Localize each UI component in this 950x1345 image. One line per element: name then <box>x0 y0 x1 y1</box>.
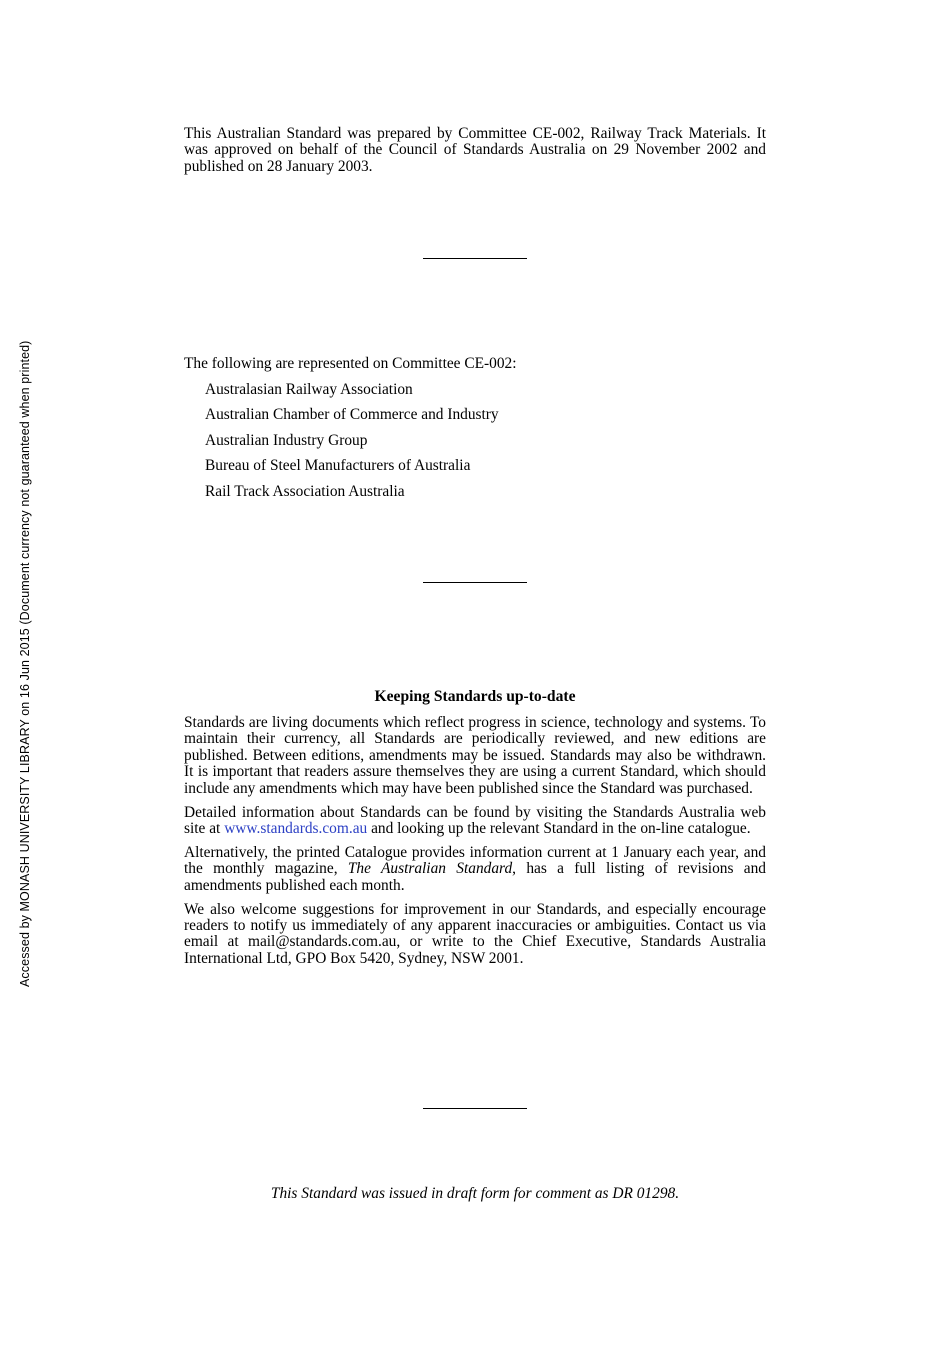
paragraph-3-text-after: , has a full listing of revisions and amendments published each month. <box>184 860 767 894</box>
list-item: Australasian Railway Association <box>205 380 413 398</box>
divider-rule-1 <box>423 258 527 259</box>
paragraph-2-text-before: Detailed information about Standards can be found by visiting the Standards Australia web site at <box>184 803 766 837</box>
list-item: Australian Industry Group <box>205 431 368 449</box>
standards-website-link[interactable]: www.standards.com.au <box>224 819 368 837</box>
committee-lead-in: The following are represented on Committee CE-002: <box>184 355 517 372</box>
list-item: Bureau of Steel Manufacturers of Australia <box>205 457 471 474</box>
paragraph-3-text-before: Alternatively, the printed Catalogue provides information current at 1 January each year, and the monthly magazine, <box>184 843 766 878</box>
keeping-standards-title: Keeping Standards up-to-date <box>374 688 576 705</box>
list-item: Australian Chamber of Commerce and Industry <box>205 406 499 423</box>
page-content <box>184 0 766 1345</box>
divider-rule-3 <box>423 1108 527 1109</box>
keeping-standards-paragraph-4: We also welcome suggestions for improvement in our Standards, and especially encourage readers to notify us immediately of any apparent inaccuracies or ambiguities. Contact us via email at mail@standards.com.au, or write to the Chief Executive, Standards Australia International Ltd, GPO Box 5420, Sydney, NSW 2001. <box>184 900 766 967</box>
intro-paragraph: This Australian Standard was prepared by Committee CE-002, Railway Track Materials. It was approved on behalf of the Council of Standards Australia on 29 November 2002 and published on 28 January 2003. <box>184 125 766 175</box>
side-access-stamp-text: Accessed by MONASH UNIVERSITY LIBRARY on 16 Jun 2015 (Document currency not guaranteed when printed) <box>18 340 32 987</box>
keeping-standards-paragraph-3 <box>184 845 766 894</box>
paragraph-2-text-after: and looking up the relevant Standard in the on-line catalogue. <box>367 819 751 837</box>
side-access-stamp <box>0 0 40 1345</box>
draft-form-note: This Standard was issued in draft form for comment as DR 01298. <box>270 1185 680 1202</box>
list-item: Rail Track Association Australia <box>205 482 405 500</box>
committee-section <box>184 355 766 501</box>
keeping-standards-section <box>184 688 766 967</box>
magazine-title: The Australian Standard <box>347 860 513 878</box>
keeping-standards-paragraph-2 <box>184 805 766 838</box>
committee-member-list <box>184 381 766 501</box>
divider-rule-2 <box>423 582 527 583</box>
keeping-standards-paragraph-1: Standards are living documents which reflect progress in science, technology and systems. To maintain their currency, all Standards are periodically reviewed, and new editions are published. Between editions, amendments may be issued. Standards may also be withdrawn. It is important that readers assure themselves they are using a current Standard, which should include any amendments which may have been published since the Standard was purchased. <box>184 714 766 797</box>
